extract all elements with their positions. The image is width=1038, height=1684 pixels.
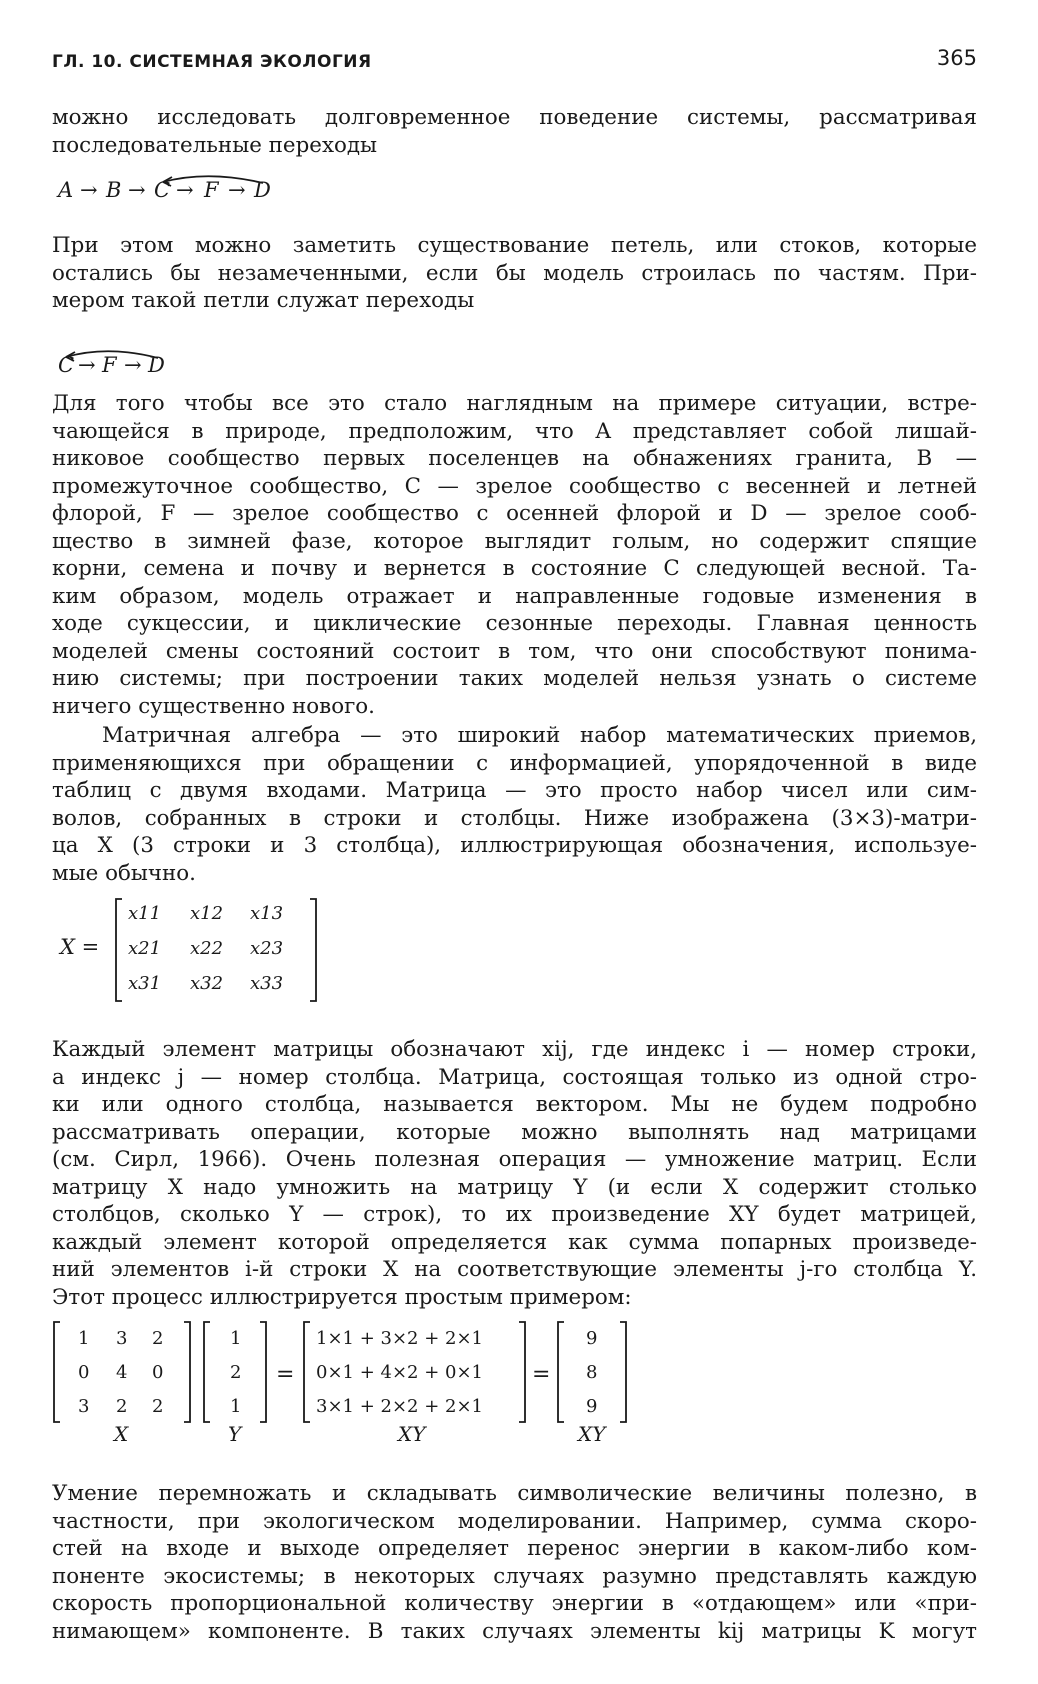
text-line: остались бы незамеченными, если бы модель строилась по частям. При- bbox=[52, 260, 977, 286]
vector-cell: 9 bbox=[586, 1396, 598, 1417]
text-line: никовое сообщество первых поселенцев на обнажениях гранита, B — bbox=[52, 446, 977, 471]
arrow-icon: → bbox=[80, 178, 98, 202]
matrix-label-x: X bbox=[114, 1422, 129, 1446]
text-line: таблиц с двумя входами. Матрица — это просто набор чисел или сим- bbox=[52, 778, 977, 803]
matrix-cell: 2 bbox=[152, 1328, 164, 1349]
matrix-label-xy: XY bbox=[398, 1422, 426, 1446]
product-expression: 1×1 + 3×2 + 2×1 bbox=[316, 1328, 484, 1349]
matrix-example bbox=[52, 1318, 752, 1448]
text-line: скорость пропорциональной количеству энергии в «отдающем» или «при- bbox=[52, 1591, 977, 1616]
text-line: применяющихся при обращении с информацией, упорядоченной в виде bbox=[52, 750, 977, 776]
text-line: промежуточное сообщество, C — зрелое сообщество с весенней и летней bbox=[52, 473, 977, 499]
matrix-cell: 4 bbox=[116, 1362, 128, 1383]
text-line: корни, семена и почву и вернется в состояние C следующей весной. Та- bbox=[52, 556, 977, 581]
text-line: мером такой петли служат переходы bbox=[52, 288, 475, 313]
text-line: нимающем» компоненте. В таких случаях элементы kij матрицы K могут bbox=[52, 1618, 977, 1644]
state-c: C bbox=[58, 353, 75, 377]
equals-sign: = bbox=[276, 1362, 295, 1387]
text-line: Умение перемножать и складывать символические величины полезно, в bbox=[52, 1481, 977, 1506]
text-line: Матричная алгебра — это широкий набор математических приемов, bbox=[102, 723, 977, 748]
text-line: частности, при экологическом моделировании. Например, сумма скоро- bbox=[52, 1508, 977, 1534]
transition-sequence-2 bbox=[58, 353, 178, 383]
paragraph-4 bbox=[52, 722, 977, 887]
text-line: (см. Сирл, 1966). Очень полезная операция — умножение матриц. Если bbox=[52, 1147, 977, 1172]
matrix-cell: x12 bbox=[190, 903, 224, 924]
vector-cell: 1 bbox=[230, 1328, 242, 1349]
product-expression: 3×1 + 2×2 + 2×1 bbox=[316, 1396, 484, 1417]
text-line: мые обычно. bbox=[52, 860, 196, 886]
text-line: рассматривать операции, которые можно выполнять над матрицами bbox=[52, 1119, 977, 1145]
state-f: F bbox=[102, 353, 117, 377]
transition-sequence-1 bbox=[58, 178, 288, 208]
arrow-icon: → bbox=[176, 178, 194, 202]
text-line: стей на входе и выходе определяет перенос энергии в каком-либо ком- bbox=[52, 1536, 977, 1561]
matrix-label-y: Y bbox=[228, 1422, 242, 1446]
matrix-cell: x22 bbox=[190, 938, 224, 959]
matrix-cell: 3 bbox=[78, 1396, 90, 1417]
text-line: матрицу X надо умножить на матрицу Y (и если X содержит столько bbox=[52, 1174, 977, 1200]
state-d: D bbox=[254, 178, 271, 202]
text-line: щество в зимней фазе, которое выглядит голым, но содержит спящие bbox=[52, 528, 977, 554]
text-line: ходе сукцессии, и циклические сезонные переходы. Главная ценность bbox=[52, 611, 977, 636]
text-line: волов, собранных в строки и столбцы. Ниже изображена (3×3)-матри- bbox=[52, 805, 977, 831]
text-line: При этом можно заметить существование петель, или стоков, которые bbox=[52, 233, 977, 258]
product-expression: 0×1 + 4×2 + 0×1 bbox=[316, 1362, 484, 1383]
text-line: ца X (3 строки и 3 столбца), иллюстрирующая обозначения, используе- bbox=[52, 833, 977, 858]
matrix-x-lhs: X = bbox=[60, 935, 100, 959]
text-line: столбцов, сколько Y — строк), то их произведение XY будет матрицей, bbox=[52, 1202, 977, 1227]
text-line: ки или одного столбца, называется вектором. Мы не будем подробно bbox=[52, 1092, 977, 1117]
matrix-x bbox=[60, 895, 340, 1005]
matrix-cell: 0 bbox=[78, 1362, 90, 1383]
text-line: Этот процесс иллюстрируется простым примером: bbox=[52, 1284, 632, 1310]
vector-cell: 8 bbox=[586, 1362, 598, 1383]
matrix-label-xy-result: XY bbox=[578, 1422, 606, 1446]
text-line: а индекс j — номер столбца. Матрица, состоящая только из одной стро- bbox=[52, 1064, 977, 1090]
text-line: моделей смены состояний состоит в том, что они способствуют понима- bbox=[52, 638, 977, 664]
text-line: нию системы; при построении таких моделей нельзя узнать о системе bbox=[52, 666, 977, 691]
matrix-cell: x31 bbox=[128, 973, 162, 994]
paragraph-6 bbox=[52, 1480, 977, 1645]
text-line: флорой, F — зрелое сообщество с осенней флорой и D — зрелое сооб- bbox=[52, 501, 977, 526]
text-line: ний элементов i-й строки X на соответствующие элементы j-го столбца Y. bbox=[52, 1257, 977, 1282]
text-line: можно исследовать долговременное поведение системы, рассматривая bbox=[52, 105, 977, 130]
matrix-cell: 2 bbox=[116, 1396, 128, 1417]
state-f: F bbox=[204, 178, 219, 202]
matrix-cell: 3 bbox=[116, 1328, 128, 1349]
page-header bbox=[52, 46, 977, 82]
arrow-icon: → bbox=[128, 178, 146, 202]
paragraph-3 bbox=[52, 390, 977, 720]
text-line: последовательные переходы bbox=[52, 132, 378, 158]
matrix-cell: 2 bbox=[152, 1396, 164, 1417]
state-b: B bbox=[106, 178, 122, 202]
matrix-cell: x11 bbox=[128, 903, 162, 924]
matrix-cell: 0 bbox=[152, 1362, 164, 1383]
matrix-cell: 1 bbox=[78, 1328, 90, 1349]
text-line: чающейся в природе, предположим, что A представляет собой лишай- bbox=[52, 418, 977, 444]
text-line: ничего существенно нового. bbox=[52, 693, 375, 719]
matrix-cell: x33 bbox=[250, 973, 284, 994]
matrix-cell: x13 bbox=[250, 903, 284, 924]
matrix-cell: x21 bbox=[128, 938, 162, 959]
paragraph-2 bbox=[52, 232, 977, 315]
arrow-icon: → bbox=[124, 353, 142, 377]
state-a: A bbox=[58, 178, 74, 202]
running-head: ГЛ. 10. СИСТЕМНАЯ ЭКОЛОГИЯ bbox=[52, 52, 372, 72]
equals-sign: = bbox=[532, 1362, 551, 1387]
vector-cell: 1 bbox=[230, 1396, 242, 1417]
state-c: C bbox=[154, 178, 171, 202]
text-line: ким образом, модель отражает и направленные годовые изменения в bbox=[52, 583, 977, 609]
text-line: каждый элемент которой определяется как сумма попарных произведе- bbox=[52, 1229, 977, 1255]
page-number: 365 bbox=[936, 46, 977, 70]
paragraph-1 bbox=[52, 104, 977, 159]
text-line: Для того чтобы все это стало наглядным на примере ситуации, встре- bbox=[52, 391, 977, 416]
paragraph-5 bbox=[52, 1036, 977, 1311]
vector-cell: 2 bbox=[230, 1362, 242, 1383]
arrow-icon: → bbox=[228, 178, 246, 202]
matrix-cell: x32 bbox=[190, 973, 224, 994]
matrix-cell: x23 bbox=[250, 938, 284, 959]
arrow-icon: → bbox=[78, 353, 96, 377]
text-line: Каждый элемент матрицы обозначают xij, где индекс i — номер строки, bbox=[52, 1037, 977, 1062]
vector-cell: 9 bbox=[586, 1328, 598, 1349]
text-line: поненте экосистемы; в некоторых случаях разумно представлять каждую bbox=[52, 1563, 977, 1589]
state-d: D bbox=[148, 353, 165, 377]
